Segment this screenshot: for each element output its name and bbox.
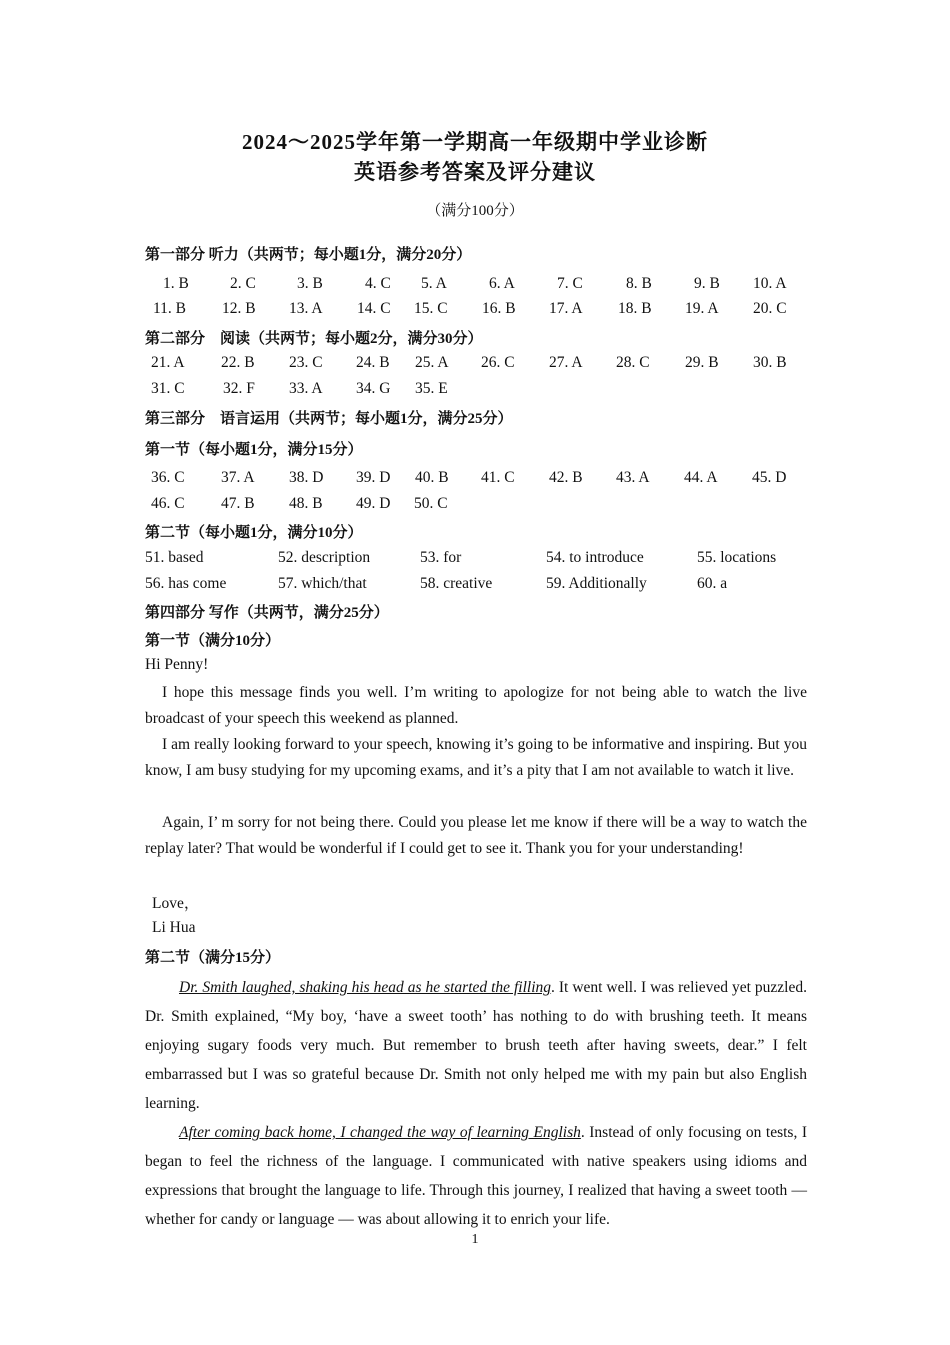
answer-item: 20. C <box>753 300 787 317</box>
answer-item: 32. F <box>223 380 255 397</box>
answer-item: 41. C <box>481 469 515 486</box>
part4-section1-heading: 第一节（满分10分） <box>145 633 281 649</box>
answer-item: 27. A <box>549 354 583 371</box>
answer-item: 24. B <box>356 354 390 371</box>
answer-item: 60. a <box>697 575 728 592</box>
answer-item: 13. A <box>289 300 323 317</box>
story-continuation: . Instead of only focusing on tests, I began to feel the richness of the language. I communicated with native speakers using idioms and expressions that brought the language to life. Through this journey, I realized that having a sweet tooth — whether for candy or language — was about allowing it to enrich your life. <box>145 1124 807 1228</box>
answer-item: 55. locations <box>697 549 777 566</box>
answer-item: 43. A <box>616 469 650 486</box>
answer-item: 42. B <box>549 469 583 486</box>
part3-section2-heading: 第二节（每小题1分，满分10分） <box>145 525 363 541</box>
answer-item: 57. which/that <box>278 575 367 592</box>
answer-item: 38. D <box>289 469 324 486</box>
answer-item: 1. B <box>163 275 189 292</box>
answer-row <box>145 275 815 297</box>
answer-item: 2. C <box>230 275 256 292</box>
story-lead-sentence: After coming back home, I changed the way of learning English <box>179 1124 581 1141</box>
part2-heading: 第二部分 阅读（共两节；每小题2分，满分30分） <box>145 331 483 347</box>
answer-item: 39. D <box>356 469 391 486</box>
part3-heading: 第三部分 语言运用（共两节；每小题1分，满分25分） <box>145 411 513 427</box>
answer-item: 47. B <box>221 495 255 512</box>
answer-item: 30. B <box>753 354 787 371</box>
letter-paragraph: Again, I’ m sorry for not being there. Could you please let me know if there will be a way to watch the replay later? That would be wonderful if I could get to see it. Thank you for your understanding! <box>145 814 807 857</box>
answer-item: 54. to introduce <box>546 549 644 566</box>
answer-item: 22. B <box>221 354 255 371</box>
answer-item: 16. B <box>482 300 516 317</box>
letter-paragraph: I am really looking forward to your speech, knowing it’s going to be informative and inspiring. But you know, I am busy studying for my upcoming exams, and it’s a pity that I am not available to watch it live. <box>145 736 807 779</box>
answer-item: 35. E <box>415 380 448 397</box>
answer-item: 25. A <box>415 354 449 371</box>
answer-item: 21. A <box>151 354 185 371</box>
answer-item: 44. A <box>684 469 718 486</box>
answer-item: 36. C <box>151 469 185 486</box>
answer-item: 12. B <box>222 300 256 317</box>
answer-row <box>145 469 815 491</box>
answer-item: 33. A <box>289 380 323 397</box>
answer-item: 29. B <box>685 354 719 371</box>
part1-heading: 第一部分 听力（共两节；每小题1分，满分20分） <box>145 247 472 263</box>
answer-item: 56. has come <box>145 575 227 592</box>
answer-item: 59. Additionally <box>546 575 647 592</box>
answer-item: 15. C <box>414 300 448 317</box>
answer-item: 58. creative <box>420 575 493 592</box>
answer-item: 4. C <box>365 275 391 292</box>
answer-item: 37. A <box>221 469 255 486</box>
part3-section1-heading: 第一节（每小题1分，满分15分） <box>145 442 363 458</box>
answer-item: 49. D <box>356 495 391 512</box>
answer-item: 18. B <box>618 300 652 317</box>
answer-item: 7. C <box>557 275 583 292</box>
answer-item: 8. B <box>626 275 652 292</box>
answer-row <box>145 575 815 597</box>
answer-item: 10. A <box>753 275 787 292</box>
answer-item: 40. B <box>415 469 449 486</box>
answer-item: 53. for <box>420 549 462 566</box>
answer-item: 23. C <box>289 354 323 371</box>
title-line-1: 2024～2025学年第一学期高一年级期中学业诊断 <box>242 130 708 154</box>
answer-row <box>145 354 815 376</box>
letter-greeting: Hi Penny! <box>145 656 209 673</box>
answer-item: 45. D <box>752 469 787 486</box>
answer-item: 50. C <box>414 495 448 512</box>
answer-item: 5. A <box>421 275 447 292</box>
answer-row <box>145 380 815 402</box>
page-number: 1 <box>471 1232 479 1247</box>
answer-row <box>145 300 815 322</box>
answer-item: 48. B <box>289 495 323 512</box>
answer-item: 31. C <box>151 380 185 397</box>
answer-item: 19. A <box>685 300 719 317</box>
answer-row <box>145 549 815 571</box>
answer-item: 52. description <box>278 549 371 566</box>
answer-item: 34. G <box>356 380 391 397</box>
part4-heading: 第四部分 写作（共两节，满分25分） <box>145 605 389 621</box>
answer-item: 28. C <box>616 354 650 371</box>
story-paragraph <box>145 1118 807 1234</box>
answer-row <box>145 495 815 517</box>
answer-item: 6. A <box>489 275 515 292</box>
letter-signature: Li Hua <box>152 919 196 936</box>
answer-item: 14. C <box>357 300 391 317</box>
story-continuation: . It went well. I was relieved yet puzzled. Dr. Smith explained, “My boy, ‘have a sweet tooth’ has nothing to do with brushing teeth. It means enjoying sugary foods very much. But remember to brush teeth after having sweets, dear.” I felt embarrassed but I was so grateful because Dr. Smith not only helped me with my pain but also English learning. <box>145 979 807 1112</box>
answer-item: 3. B <box>297 275 323 292</box>
story-paragraph <box>145 973 807 1118</box>
subtitle: （满分100分） <box>426 203 524 219</box>
answer-item: 26. C <box>481 354 515 371</box>
answer-item: 17. A <box>549 300 583 317</box>
answer-item: 9. B <box>694 275 720 292</box>
letter-closing: Love， <box>152 895 200 912</box>
story-lead-sentence: Dr. Smith laughed, shaking his head as he started the filling <box>179 979 552 996</box>
answer-item: 46. C <box>151 495 185 512</box>
answer-item: 51. based <box>145 549 204 566</box>
title-line-2: 英语参考答案及评分建议 <box>354 160 596 184</box>
letter-paragraph: I hope this message finds you well. I’m writing to apologize for not being able to watch the live broadcast of your speech this weekend as planned. <box>145 684 807 727</box>
answer-item: 11. B <box>153 300 187 317</box>
part4-section2-heading: 第二节（满分15分） <box>145 950 281 966</box>
